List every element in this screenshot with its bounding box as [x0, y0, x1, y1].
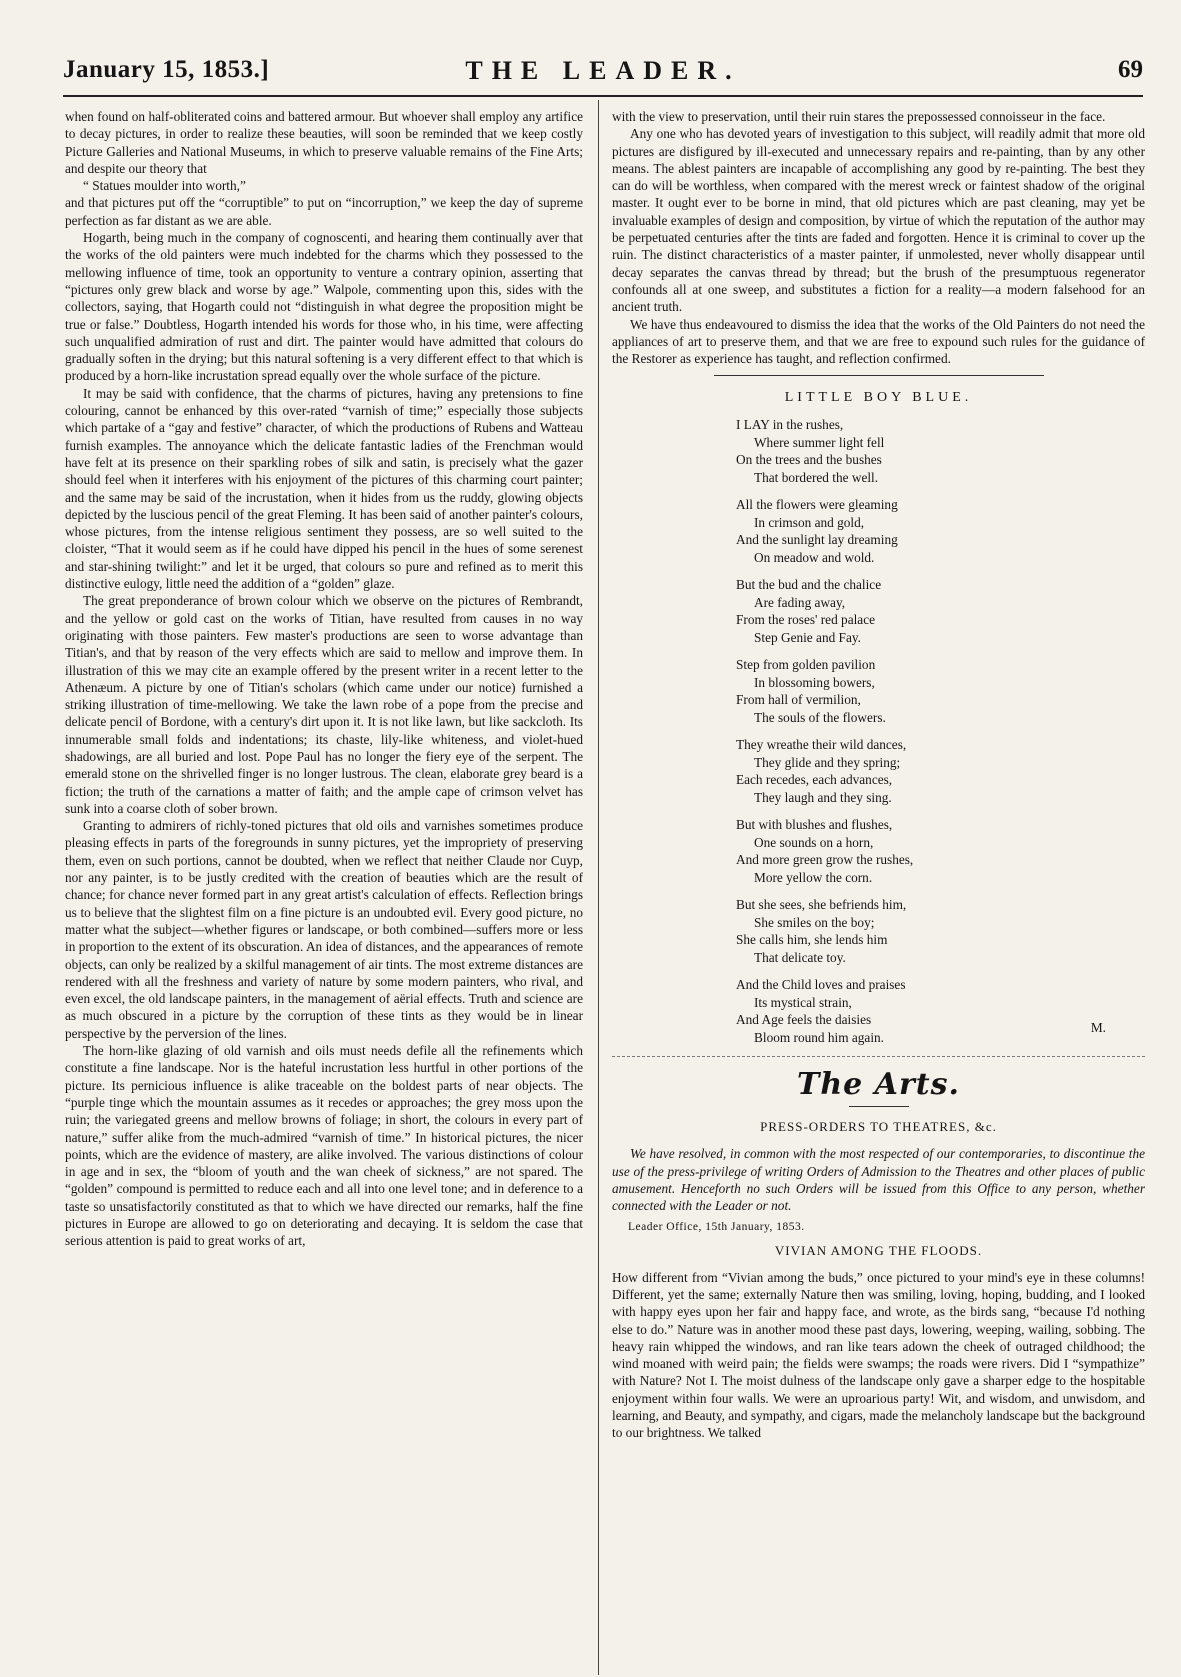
dotted-divider — [612, 1056, 1145, 1057]
paragraph: How different from “Vivian among the buds,” once pictured to your mind's eye in these columns! Different, yet the same; externally Nature then was smiling, loving, hoping, budding, and I looked with happy eyes upon her fair and happy face, and wrote, as the birds sang, “because I'd nothing else to do.” Nature was in another mood these past days, lowering, weeping, wailing, sobbing. The heavy rain whipped the windows, and ran like tears adown the cheek of outraged childhood; the wind moaned with weird pain; the fields were swamps; the roads were rivers. Did I “sympathize” with Nature? Not I. The moist dulness of the landscape only gave a sharper edge to the hospitable enjoyment within four walls. We were an uproarious party! Wit, and wisdom, and unwisdom, and learning, and Beauty, and sympathy, and cigars, made the melancholy landscape but the background to our brightness. We talked — [612, 1269, 1145, 1441]
poem-line: Its mystical strain, — [754, 994, 852, 1010]
poem-line: But with blushes and flushes, — [736, 817, 893, 833]
left-column — [65, 108, 583, 1670]
poem-line: And Age feels the daisies — [736, 1012, 872, 1028]
poem-stanza — [736, 576, 1106, 646]
section-heading-arts: The Arts. — [797, 1067, 960, 1103]
header-date: January 15, 1853.] — [63, 56, 270, 83]
poem-line: Each recedes, each advances, — [736, 772, 893, 788]
poem-line: Bloom round him again. — [754, 1029, 885, 1045]
poem-line: That delicate toy. — [754, 949, 846, 965]
header-rule — [63, 95, 1143, 97]
page-header — [63, 56, 1143, 96]
paragraph: when found on half-obliterated coins and battered armour. But whoever shall employ any artifice to decay pictures, in order to realize these beauties, will soon be reminded that we keep costly Picture Galleries and National Museums, in which to preserve valuable remains of the Fine Arts; and despite our theory that — [65, 109, 583, 176]
paragraph: It may be said with confidence, that the charms of pictures, having any pretensions to fine colouring, cannot be enhanced by this over-rated “varnish of time;” especially those subjects which partake of a “gay and festive” character, of which the productions of Rubens and Watteau furnish examples. The annoyance which the delicate fantastic ladies of the Frenchman would have felt at its presence on their sparkling robes of silk and satin, is precisely what the gazer should feel when it interferes with his enjoyment of the pictures of this charming court painter; and the same may be said of the incrustation, when it hides from us the ruddy, glowing objects depicted by the luscious pencil of the great Fleming. It has been said of another painter's colours, whose pictures, from the intense religious sentiment they possess, are so well suited to the cloister, “That it would seem as if he could have dipped his pencil in the hues of some serenest and star-shining twilight:” and let it be urged, that colours so pure and refined as to merit this distinctive eulogy, little need the addition of a “golden” glaze. — [65, 385, 583, 592]
paragraph: Granting to admirers of richly-toned pictures that old oils and varnishes sometimes produce pleasing effects in parts of the foregrounds in sunny pictures, yet the impropriety of preserving them, even on such portions, cannot be doubted, when we reflect that neither Claude nor Cuyp, nor any painter, is to be justly credited with the creation of beauties which are the result of chance; for chance never formed part in any great artist's calculation of effects. Reflection brings us to believe that the slightest film on a fine picture is an undoubted evil. Every good picture, no matter what the subject—whether figures or landscape, or both combined—suffers more or less in proportion to the extent of its obscuration. An idea of distances, and the appearances of remote objects, can only be realized by a skilful management of air tints. The most extreme distances are rendered with all the freshness and variety of nature by some modern painters, who rival, and even excel, the old landscape painters, in the management of aërial effects. Truth and science are as much obscured in a picture by the corruption of these tints as they would be in linear perspective by the perversion of the lines. — [65, 818, 583, 1041]
poem-title: LITTLE BOY BLUE. — [784, 390, 973, 406]
press-notice: We have resolved, in common with the most respected of our contemporaries, to discontinue the use of the press-privilege of writing Orders of Admission to the Theatres and other places of public amusement. Henceforth no such Orders will be issued from this Office to any person, whether connected with the Leader or not. — [612, 1146, 1145, 1214]
poem-line: Are fading away, — [754, 594, 846, 610]
right-column — [612, 108, 1145, 1670]
poem — [736, 416, 1106, 1046]
poem-line: That bordered the well. — [754, 469, 879, 485]
poem-line: More yellow the corn. — [754, 869, 873, 885]
paragraph: The horn-like glazing of old varnish and oils must needs defile all the refinements which constitute a fine landscape. Nor is the hateful incrustation less hurtful in other portions of the picture. Its pernicious influence is alike traceable on the boldest parts of near objects. The “purple tinge which the mountain assumes as it recedes or approaches; the grey moss upon the ruin; the variegated greens and mellow browns of foliage; in short, the colours in every part of nature,” suffer alike from the much-admired “varnish of time.” In historical pictures, the nicer points, which are the evidence of mastery, are alike involved. The various distinctions of colour in age and in sex, the “bloom of youth and the wan cheek of sickness,” are not spared. The “golden” compound is permitted to reduce each and all into one level tone; and in deference to a taste so unsatisfactorily constituted as that to which we have directed our remarks, half the fine pictures in Europe are allowed to go on deteriorating and decaying. It is seldom the case that serious attention is paid to great works of art, — [65, 1043, 583, 1249]
paragraph: We have thus endeavoured to dismiss the idea that the works of the Old Painters do not need the appliances of art to preserve them, and that we are free to expound such rules for the guidance of the Restorer as experience has taught, and reflection confirmed. — [612, 316, 1145, 367]
poem-stanza — [736, 656, 1106, 726]
paragraph: with the view to preservation, until their ruin stares the prepossessed connoisseur in the face. — [612, 109, 1106, 124]
poem-stanza — [736, 816, 1106, 886]
poem-line: All the flowers were gleaming — [736, 497, 898, 513]
masthead-title: THE LEADER. — [465, 56, 741, 85]
poem-line: Step from golden pavilion — [736, 657, 876, 673]
poem-line: And the sunlight lay dreaming — [736, 532, 898, 548]
poem-line: Step Genie and Fay. — [754, 629, 861, 645]
poem-stanza — [736, 496, 1106, 566]
poem-line: But the bud and the chalice — [736, 577, 882, 593]
poem-signature: M. — [1090, 1020, 1106, 1036]
poem-line: From the roses' red palace — [736, 612, 876, 628]
poem-line: They glide and they spring; — [754, 754, 901, 770]
article-heading: PRESS-ORDERS TO THEATRES, &c. — [760, 1119, 997, 1135]
heading-rule — [849, 1106, 909, 1107]
poem-stanza — [736, 896, 1106, 966]
poem-line: And more green grow the rushes, — [736, 852, 914, 868]
poem-line: They wreathe their wild dances, — [736, 737, 907, 753]
poem-line: One sounds on a horn, — [754, 834, 874, 850]
paragraph: Hogarth, being much in the company of cognoscenti, and hearing them continually aver that the works of the old painters were much indebted for the charms which they possessed to the mellowing influence of time, took an opportunity to venture a contrary opinion, asserting that “pictures only grew black and worse by age.” Walpole, commenting upon this, sides with the collectors, saying, that Hogarth could not “distinguish in what degree the proposition might be true or false.” Doubtless, Hogarth intended his words for those who, in his time, were affecting such unqualified admiration of rust and dirt. The painter would have admitted that colours do gradually soften in the drying; but this natural softening is a very different effect to that which is produced by a horn-like incrustation spread equally over the whole surface of the picture. — [65, 230, 583, 384]
poem-line: She calls him, she lends him — [736, 932, 888, 948]
poem-line: In blossoming bowers, — [754, 674, 875, 690]
section-rule — [714, 375, 1044, 376]
poem-line: Where summer light fell — [754, 434, 885, 450]
poem-line: They laugh and they sing. — [754, 789, 892, 805]
paragraph: The great preponderance of brown colour which we observe on the pictures of Rembrandt, and the yellow or gold cast on the works of Titian, have resulted from causes in no way originating with those painters. Few master's productions are seen to worse advantage than Titian's, and that by reason of the very effects which are said to mellow and improve them. In illustration of this we may cite an example offered by the present writer in a recent letter to the Athenæum. A picture by one of Titian's scholars (which came under our notice) furnished a striking illustration of time-mellowing. We take the lawn robe of a pope from the precise and delicate pencil of Bordone, with a century's dirt upon it. It is not like lawn, but like sackcloth. Its innumerable small folds and indentations; its chaste, lily-like whiteness, and violet-hued shadowings, are all buried and lost. Pope Paul has no longer the fiery eye of the serpent. The emerald stone on the shrivelled finger is no longer lustrous. The clean, elaborate grey beard is a fiction; the truth of the carnations a matter of faith; and the ample cape of crimson velvet has sunk into a coarse cloth of sober brown. — [65, 593, 583, 816]
column-divider — [598, 100, 599, 1675]
poem-line: I LAY in the rushes, — [736, 417, 844, 433]
paragraph: and that pictures put off the “corruptible” to put on “incorruption,” we keep the day of supreme perfection as far distant as we are able. — [65, 195, 583, 228]
poem-line: In crimson and gold, — [754, 514, 865, 530]
notice-signature: Leader Office, 15th January, 1853. — [628, 1220, 805, 1233]
poem-stanza — [736, 736, 1106, 806]
poem-stanza — [736, 416, 1106, 486]
poem-stanza — [736, 976, 1106, 1046]
poem-line: From hall of vermilion, — [736, 692, 861, 708]
page-number: 69 — [1118, 56, 1143, 83]
poem-line: On meadow and wold. — [754, 549, 875, 565]
inline-quote: “ Statues moulder into worth,” — [83, 178, 246, 194]
poem-line: On the trees and the bushes — [736, 452, 882, 468]
poem-line: And the Child loves and praises — [736, 977, 906, 993]
poem-line: The souls of the flowers. — [754, 709, 886, 725]
paragraph: Any one who has devoted years of investigation to this subject, will readily admit that more old pictures are disfigured by ill-executed and unnecessary repairs and re-painting, than by any other means. The ablest painters are incapable of accomplishing any good by re-painting. The best they can do will be worthless, when compared with the merest wreck or faintest shadow of the original master. It ought ever to be borne in mind, that old pictures which are past cleaning, may yet be invaluable examples of design and composition, by virtue of which the reputation of the author may be perpetuated centuries after the tints are faded and forgotten. Hence it is criminal to cover up the ruin. The distinct characteristics of a master painter, if unmolested, never wholly disappear until decay separates the canvas thread by thread; but the brush of the presumptuous regenerator confounds all at one sweep, and substitutes a fiction for a reality—a modern falsehood for an ancient truth. — [612, 126, 1145, 315]
article-heading: VIVIAN AMONG THE FLOODS. — [774, 1242, 983, 1258]
poem-line: She smiles on the boy; — [754, 914, 875, 930]
poem-line: But she sees, she befriends him, — [736, 897, 907, 913]
